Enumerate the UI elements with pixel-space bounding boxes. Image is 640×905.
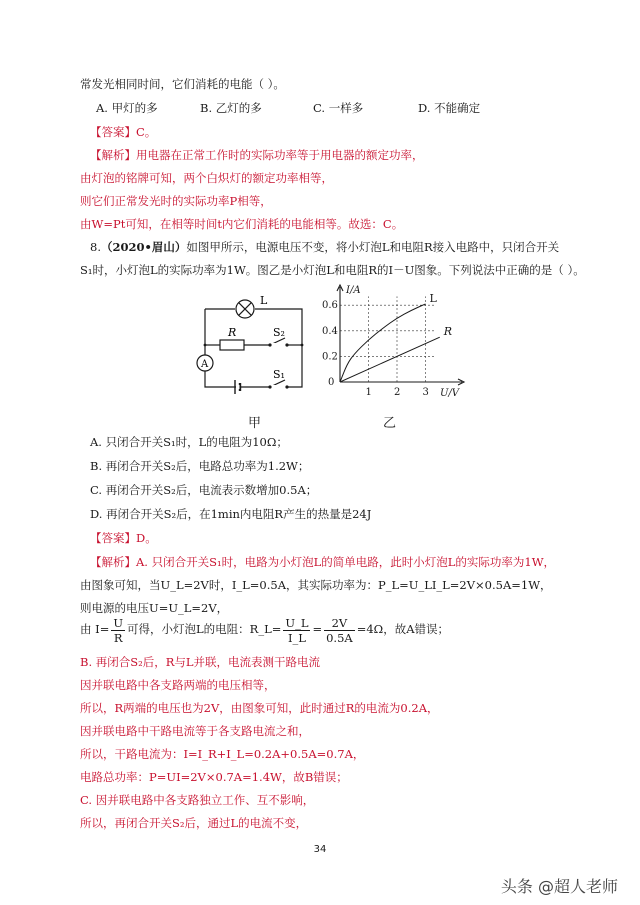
y-tick-label: 0.6	[322, 300, 338, 312]
x-tick-label: 2	[394, 387, 401, 398]
prev-analysis-4: 由W=Pt可知，在相等时间t内它们消耗的电能相等。故选：C。	[80, 217, 404, 231]
prev-option-a: A. 甲灯的多	[96, 101, 158, 115]
q8-option-b: B. 再闭合开关S₂后，电路总功率为1.2W；	[90, 459, 310, 473]
answer-value: D。	[136, 531, 157, 545]
q8-analysis-b3: 因并联电路中干路电流等于各支路电流之和，	[80, 724, 310, 738]
series-R-line	[340, 337, 440, 382]
lamp-cross	[239, 303, 252, 316]
origin-label: 0	[328, 377, 335, 388]
q8-option-c: C. 再闭合开关S₂后，电流表示数增加0.5A；	[90, 483, 318, 497]
resistor-label: R	[228, 326, 237, 339]
y-tick-label: 0.4	[322, 325, 338, 337]
q8-answer	[90, 530, 157, 546]
switch1-label: S₁	[273, 368, 285, 381]
answer-tag: 【答案】	[90, 125, 136, 139]
q8-analysis-b2: 所以，R两端的电压也为2V，由图象可知，此时通过R的电流为0.2A，	[80, 701, 439, 715]
q8-text-1: 如图甲所示，电源电压不变，将小灯泡L和电阻R接入电路中，只闭合开关	[186, 240, 560, 254]
q8-analysis-b0: B. 再闭合S₂后，R与L并联，电流表测干路电流	[80, 655, 321, 669]
watermark: 头条 @超人老师	[500, 877, 618, 896]
q8-source: （2020•眉山）	[100, 240, 187, 254]
formula-equals: =	[312, 622, 323, 636]
y-axis-label: I/A	[346, 285, 361, 296]
lamp-label: L	[260, 294, 268, 307]
analysis-tag: 【解析】	[90, 555, 136, 569]
iu-chart	[322, 282, 472, 402]
prev-option-d: D. 不能确定	[418, 101, 481, 115]
fraction-2v-over-05a: $\frac{2V}{0.5A}$	[326, 615, 353, 645]
fraction-ul-over-il: $\frac{U\_L}{I\_L}$	[285, 615, 309, 645]
analysis-tag: 【解析】	[90, 148, 136, 162]
formula-middle: 可得，小灯泡L的电阻：R_L=	[127, 622, 282, 636]
q8-line-1	[90, 239, 559, 255]
series-L-label: L	[429, 291, 437, 305]
prev-analysis-1	[90, 147, 424, 163]
answer-value: C。	[136, 125, 157, 139]
circuit-caption: 甲	[248, 416, 262, 431]
series-R-label: R	[443, 325, 453, 339]
y-tick-label: 0.2	[322, 351, 338, 363]
prev-option-b: B. 乙灯的多	[200, 101, 262, 115]
q8-analysis-b4: 所以，干路电流为：I=I_R+I_L=0.2A+0.5A=0.7A，	[80, 747, 365, 761]
fraction-u-over-r: $\frac{U}{R}$	[113, 615, 124, 645]
q8-analysis-c1: 所以，再闭合开关S₂后，通过L的电流不变，	[80, 816, 308, 830]
formula-suffix: =4Ω，故A错误；	[356, 622, 449, 636]
circuit-diagram	[190, 285, 315, 400]
graph-caption: 乙	[383, 416, 397, 431]
q8-option-a: A. 只闭合开关S₁时，L的电阻为10Ω；	[90, 435, 288, 449]
prev-option-c: C. 一样多	[313, 101, 364, 115]
formula-prefix: 由 I=	[80, 622, 110, 636]
analysis-text: 用电器在正常工作时的实际功率等于用电器的额定功率，	[136, 148, 424, 162]
x-tick-label: 1	[365, 387, 372, 398]
q8-number: 8.	[90, 240, 101, 254]
q8-analysis-a1	[90, 554, 555, 570]
prev-analysis-3: 则它们正常发光时的实际功率P相等，	[80, 194, 272, 208]
q8-analysis-b1: 因并联电路中各支路两端的电压相等，	[80, 678, 276, 692]
q8-formula-line	[80, 614, 449, 645]
switch2-label: S₂	[273, 326, 285, 339]
x-axis-label: U/V	[440, 388, 460, 399]
prev-analysis-2: 由灯泡的铭牌可知，两个白炽灯的额定功率相等，	[80, 171, 333, 185]
x-tick-label: 3	[422, 387, 429, 398]
ammeter-label: A	[201, 359, 209, 370]
q8-analysis-c0: C. 因并联电路中各支路独立工作、互不影响，	[80, 793, 315, 807]
q8-option-d: D. 再闭合开关S₂后，在1min内电阻R产生的热量是24J	[90, 507, 372, 521]
q8-line-2: S₁时，小灯泡L的实际功率为1W。图乙是小灯泡L和电阻R的I－U图象。下列说法中正确的是（ ）。	[80, 263, 585, 277]
series-L-line	[340, 304, 426, 382]
prev-question-line: 常发光相同时间，它们消耗的电能（ ）。	[80, 77, 285, 91]
q8-analysis-b5: 电路总功率：P=UI=2V×0.7A=1.4W，故B错误；	[80, 770, 348, 784]
prev-answer	[90, 124, 156, 140]
q8-analysis-a2: 由图象可知，当U_L=2V时，I_L=0.5A，其实际功率为：P_L=U_LI_L=2V×0.5A=1W，	[80, 578, 552, 592]
chart-grid	[340, 296, 434, 382]
q8-analysis-a3: 则电源的电压U=U_L=2V，	[80, 601, 229, 615]
answer-tag: 【答案】	[90, 531, 136, 545]
analysis-text: A. 只闭合开关S₁时，电路为小灯泡L的简单电路，此时小灯泡L的实际功率为1W，	[136, 555, 556, 569]
resistor-icon	[220, 340, 244, 350]
page-number: 34	[313, 844, 327, 855]
